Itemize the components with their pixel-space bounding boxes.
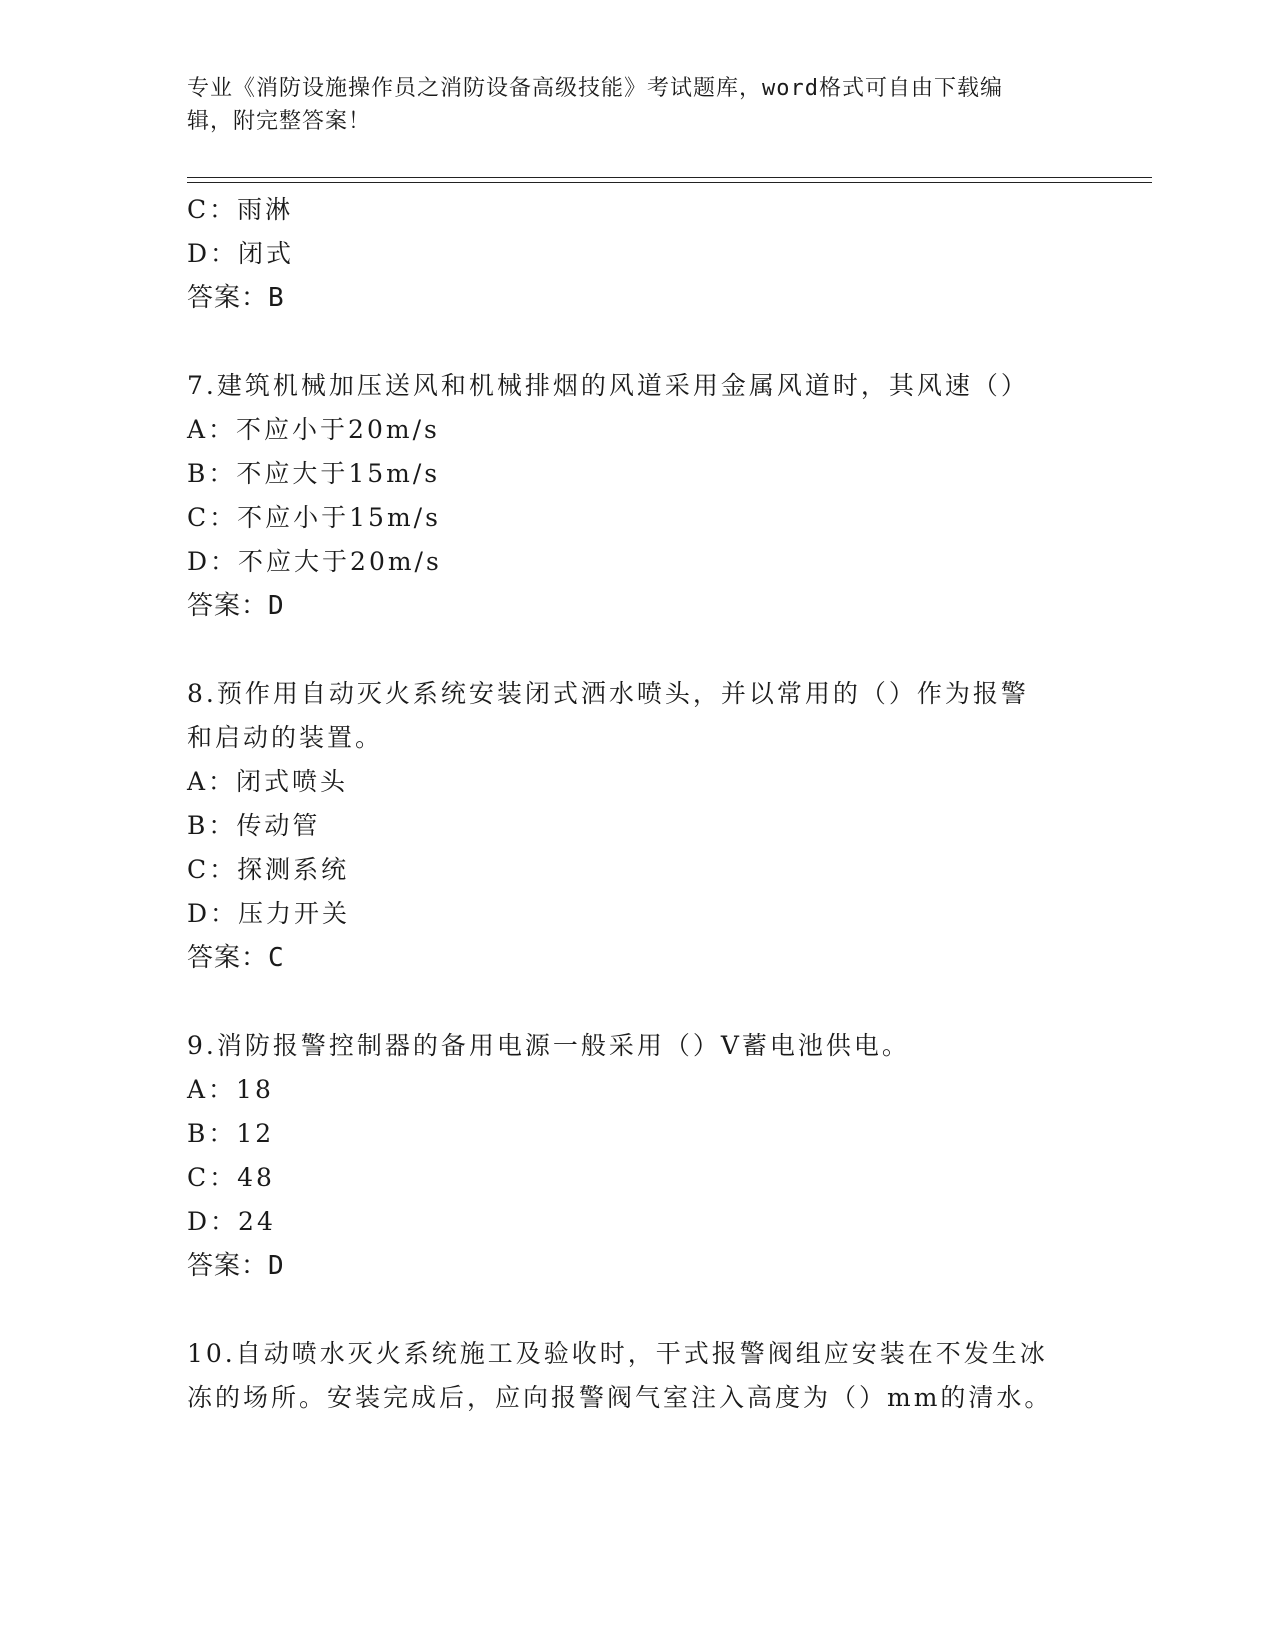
q10-question-line-1: 10.自动喷水灭火系统施工及验收时，干式报警阀组应安装在不发生冰 xyxy=(187,1339,1048,1368)
q9-option-d: D：24 xyxy=(187,1207,276,1236)
header-line-1: 专业《消防设施操作员之消防设备高级技能》考试题库，word格式可自由下载编 xyxy=(187,76,1003,101)
q9-option-c: C：48 xyxy=(187,1163,275,1192)
q7-option-c: C：不应小于15m/s xyxy=(187,503,441,532)
q7-question: 7.建筑机械加压送风和机械排烟的风道采用金属风道时，其风速（） xyxy=(187,371,1029,400)
q8-question-line-2: 和启动的装置。 xyxy=(187,723,384,752)
q9-option-b: B：12 xyxy=(187,1119,275,1148)
q8-answer: 答案：C xyxy=(187,943,285,973)
q8-question-line-1: 8.预作用自动灭火系统安装闭式洒水喷头，并以常用的（）作为报警 xyxy=(187,679,1029,708)
header-divider-top xyxy=(187,177,1152,178)
q9-question: 9.消防报警控制器的备用电源一般采用（）V蓄电池供电。 xyxy=(187,1031,910,1060)
q7-option-a: A：不应小于20m/s xyxy=(187,415,440,444)
q8-option-c: C：探测系统 xyxy=(187,855,350,884)
q7-option-b: B：不应大于15m/s xyxy=(187,459,441,488)
header-divider-bottom xyxy=(187,182,1152,183)
q9-option-a: A：18 xyxy=(187,1075,274,1104)
q7-option-d: D：不应大于20m/s xyxy=(187,547,442,576)
q6-option-d: D：闭式 xyxy=(187,239,295,268)
q6-option-c: C：雨淋 xyxy=(187,195,294,224)
q9-answer: 答案：D xyxy=(187,1251,285,1281)
q8-option-b: B：传动管 xyxy=(187,811,321,840)
header-line-2: 辑，附完整答案！ xyxy=(187,109,372,134)
q8-option-a: A：闭式喷头 xyxy=(187,767,349,796)
document-header xyxy=(187,72,1067,138)
q6-answer: 答案：B xyxy=(187,283,285,313)
q7-answer: 答案：D xyxy=(187,591,285,621)
q8-option-d: D：压力开关 xyxy=(187,899,351,928)
q10-question-line-2: 冻的场所。安装完成后，应向报警阀气室注入高度为（）mm的清水。 xyxy=(187,1383,1053,1412)
